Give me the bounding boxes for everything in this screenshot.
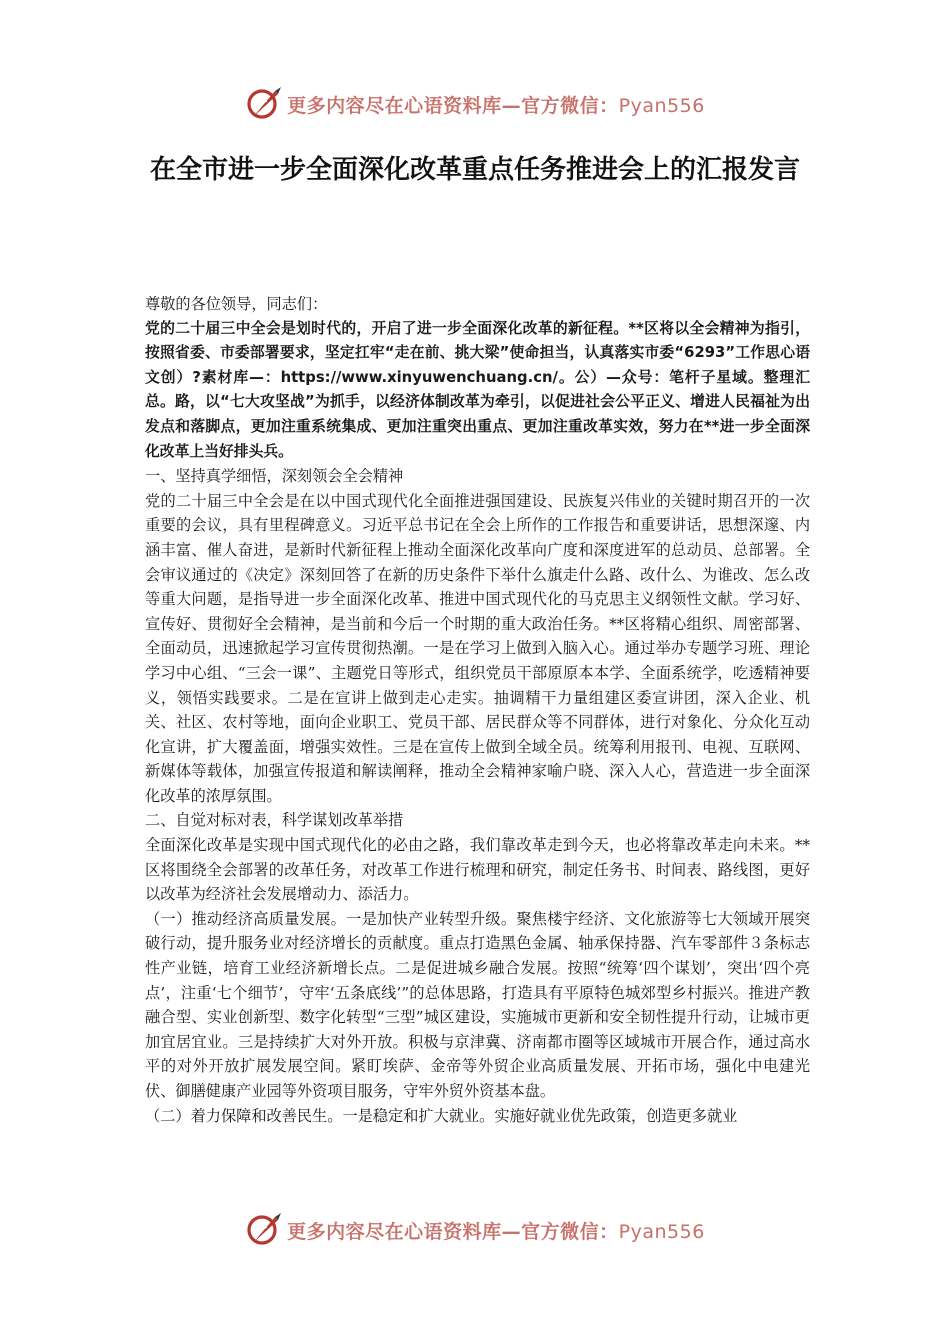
header-banner	[0, 84, 950, 124]
banner-text: 更多内容尽在心语资料库—官方微信：Pyan556	[287, 1220, 705, 1243]
document-title: 在全市进一步全面深化改革重点任务推进会上的汇报发言	[149, 155, 800, 185]
section-1-paragraph: 党的二十届三中全会是在以中国式现代化全面推进强国建设、民族复兴伟业的关键时期召开的一次重要的会议，具有里程碑意义。习近平总书记在全会上所作的工作报告和重要讲话，思想深邃、内涵丰富、催人奋进，是新时代新征程上推动全面深化改革向广度和深度进军的总动员、总部署。全会审议通过的《决定》深刻回答了在新的历史条件下举什么旗走什么路、改什么、为谁改、怎么改等重大问题，是指导进一步全面深化改革、推进中国式现代化的马克思主义纲领性文献。学习好、宣传好、贯彻好全会精神，是当前和今后一个时期的重大政治任务。**区将精心组织、周密部署、全面动员，迅速掀起学习宣传贯彻热潮。一是在学习上做到入脑入心。通过举办专题学习班、理论学习中心组、“三会一课”、主题党日等形式，组织党员干部原原本本学、全面系统学，吃透精神要义，领悟实践要求。二是在宣讲上做到走心走实。抽调精干力量组建区委宣讲团，深入企业、机关、社区、农村等地，面向企业职工、党员干部、居民群众等不同群体，进行对象化、分众化互动化宣讲，扩大覆盖面，增强实效性。三是在宣传上做到全域全员。统筹利用报刊、电视、互联网、新媒体等载体，加强宣传报道和解读阐释，推动全会精神家喻户晓、深入人心，营造进一步全面深化改革的浓厚氛围。	[145, 491, 810, 805]
intro-paragraph: 党的二十届三中全会是划时代的，开启了进一步全面深化改革的新征程。**区将以全会精神为指引，按照省委、市委部署要求，坚定扛牢“走在前、挑大梁”使命担当，认真落实市委“6293”工作思心语文创）?素材库—：https://www.xinyuwenchuang.cn/。公）—众号：笔杆子星域。整理汇总。路，以“七大攻坚战”为抓手，以经济体制改革为牵引，以促进社会公平正义、增进人民福祉为出发点和落脚点，更加注重系统集成、更加注重突出重点、更加注重改革实效，努力在**进一步全面深化改革上当好排头兵。	[145, 319, 810, 460]
quill-pen-icon	[245, 1211, 283, 1249]
salutation: 尊敬的各位领导，同志们：	[145, 295, 328, 313]
subsection-2-paragraph: （二）着力保障和改善民生。一是稳定和扩大就业。实施好就业优先政策，创造更多就业	[145, 1106, 738, 1125]
subsection-1-paragraph: （一）推动经济高质量发展。一是加快产业转型升级。聚焦楼宇经济、文化旅游等七大领域开展突破行动，提升服务业对经济增长的贡献度。重点打造黑色金属、轴承保持器、汽车零部件３条标志性产业链，培育工业经济新增长点。二是促进城乡融合发展。按照“统筹‘四个谋划’，突出‘四个亮点’，注重‘七个细节’，守牢‘五条底线’”的总体思路，打造具有平原特色城郊型乡村振兴。推进产教融合型、实业创新型、数字化转型“三型”城区建设，实施城市更新和安全韧性提升行动，让城市更加宜居宜业。三是持续扩大对外开放。积极与京津冀、济南都市圈等区域城市开展合作，通过高水平的对外开放扩展发展空间。紧盯埃萨、金帝等外贸企业高质量发展、开拓市场，强化中电建光伏、御膳健康产业园等外资项目服务，守牢外贸外资基本盘。	[145, 909, 810, 1100]
section-2-paragraph: 全面深化改革是实现中国式现代化的必由之路，我们靠改革走到今天，也必将靠改革走向未来。**区将围绕全会部署的改革任务，对改革工作进行梳理和研究，制定任务书、时间表、路线图，更好以改革为经济社会发展增动力、添活力。	[145, 836, 810, 904]
section-heading-1: 一、坚持真学细悟，深刻领会全会精神	[145, 467, 404, 486]
quill-pen-icon	[245, 85, 283, 123]
section-heading-2: 二、自觉对标对表，科学谋划改革举措	[145, 811, 404, 830]
document-body	[145, 292, 810, 1128]
footer-banner	[0, 1210, 950, 1250]
banner-text: 更多内容尽在心语资料库—官方微信：Pyan556	[287, 94, 705, 117]
